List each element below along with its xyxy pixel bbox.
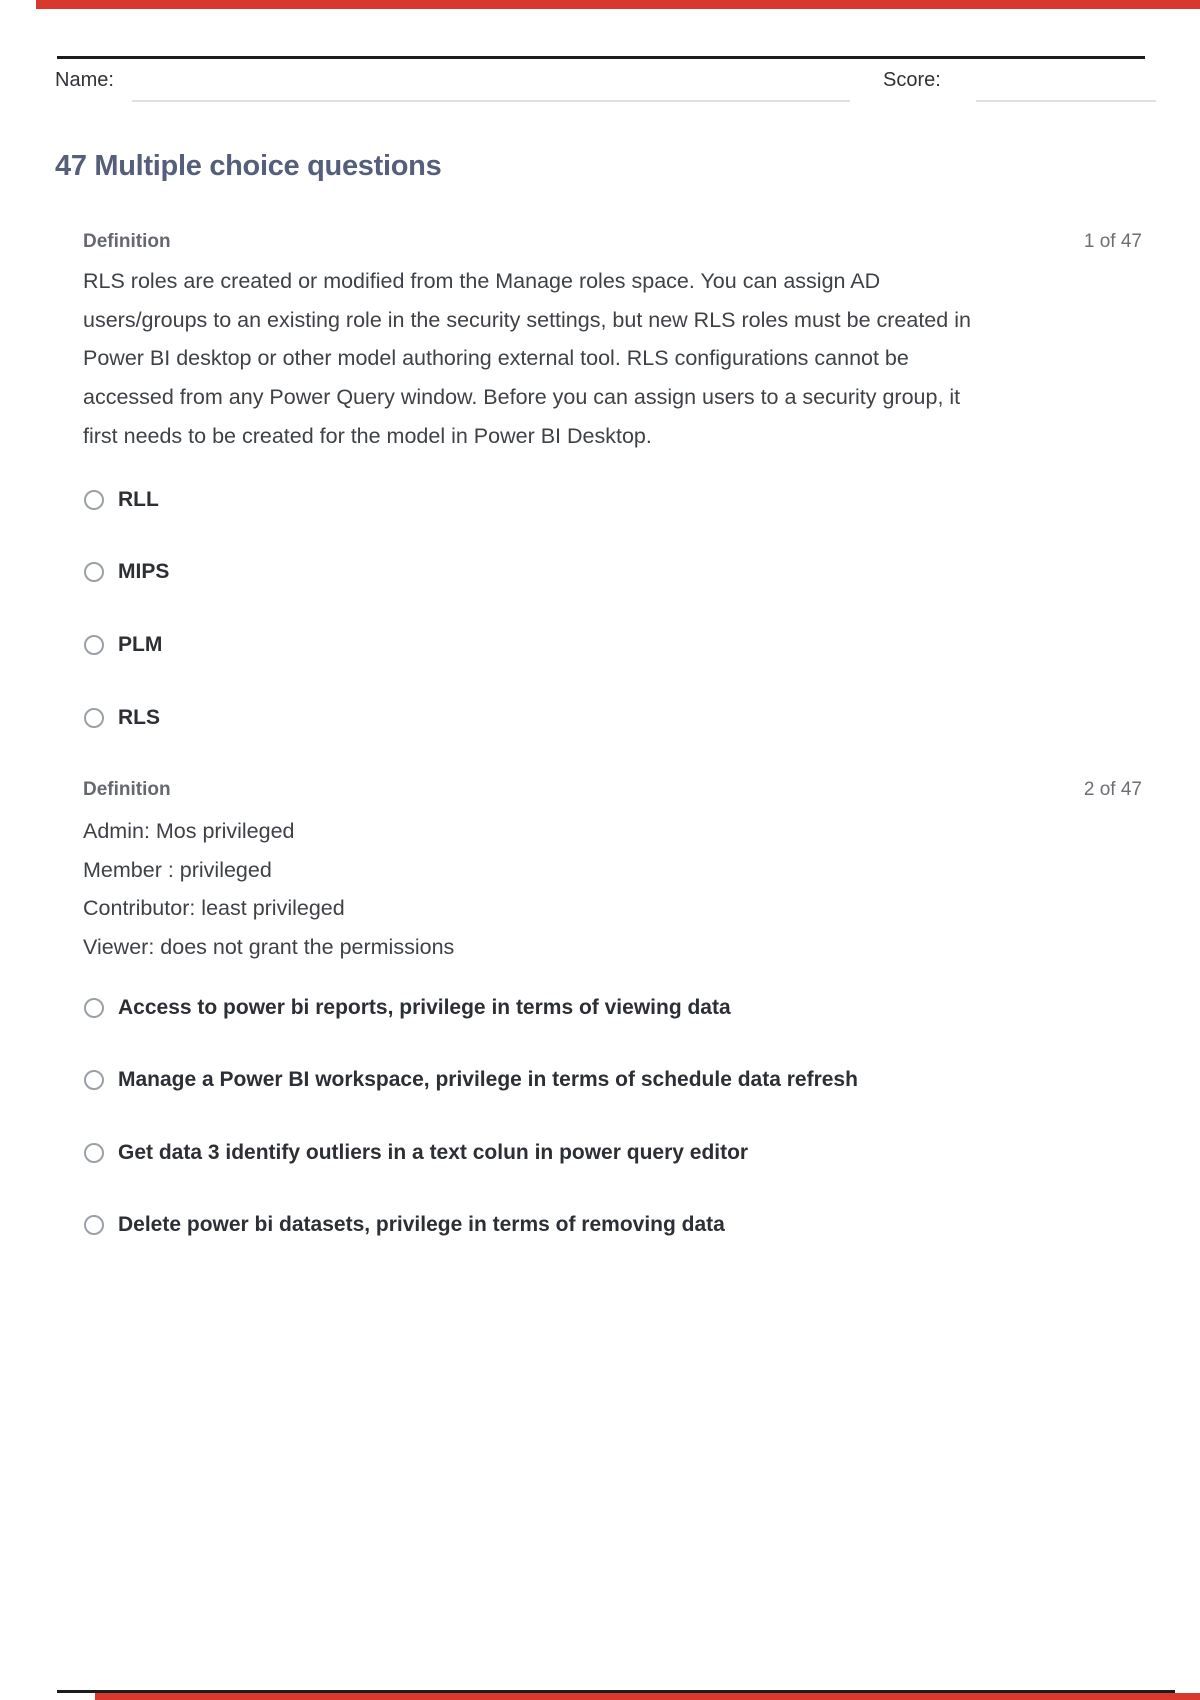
name-input-line[interactable]	[132, 100, 850, 102]
question-type-label: Definition	[83, 779, 171, 800]
radio-button-icon[interactable]	[84, 1070, 104, 1090]
option-label: PLM	[118, 633, 163, 656]
question-type-label: Definition	[83, 231, 171, 252]
question-counter: 2 of 47	[1083, 779, 1142, 800]
answer-option[interactable]	[84, 1066, 858, 1094]
score-input-line[interactable]	[976, 100, 1156, 102]
radio-button-icon[interactable]	[84, 490, 104, 510]
answer-option[interactable]	[84, 704, 160, 732]
prompt-line: RLS roles are created or modified from the Manage roles space. You can assign AD	[83, 269, 881, 293]
prompt-line: first needs to be created for the model in Power BI Desktop.	[83, 423, 652, 448]
score-label: Score:	[883, 69, 941, 91]
answer-option[interactable]	[84, 486, 159, 514]
option-label: RLL	[118, 488, 159, 511]
prompt-line: Power BI desktop or other model authoring external tool. RLS configurations cannot be	[83, 346, 909, 371]
answer-option[interactable]	[84, 1139, 748, 1167]
prompt-line: Contributor: least privileged	[83, 896, 345, 921]
option-label: MIPS	[118, 560, 170, 583]
bottom-accent-bar	[95, 1693, 1200, 1700]
question-1-header	[83, 229, 1142, 255]
header-rule	[57, 56, 1145, 59]
answer-option[interactable]	[84, 1211, 725, 1239]
answer-option[interactable]	[84, 994, 731, 1022]
question-2-header	[83, 777, 1142, 803]
prompt-line: Viewer: does not grant the permissions	[83, 935, 455, 960]
top-accent-bar	[36, 0, 1200, 9]
option-label: Get data 3 identify outliers in a text colun in power query editor	[118, 1141, 749, 1164]
prompt-line: Member : privileged	[83, 857, 272, 882]
option-label: Access to power bi reports, privilege in terms of viewing data	[118, 996, 731, 1019]
option-label: RLS	[118, 706, 160, 729]
prompt-line: Admin: Mos privileged	[83, 819, 295, 843]
radio-button-icon[interactable]	[84, 1215, 104, 1235]
prompt-line: users/groups to an existing role in the security settings, but new RLS roles must be created in	[83, 307, 971, 332]
radio-button-icon[interactable]	[84, 998, 104, 1018]
radio-button-icon[interactable]	[84, 562, 104, 582]
question-2-prompt	[83, 812, 454, 967]
prompt-line: accessed from any Power Query window. Before you can assign users to a security group, it	[83, 385, 961, 410]
radio-button-icon[interactable]	[84, 635, 104, 655]
option-label: Delete power bi datasets, privilege in terms of removing data	[118, 1213, 725, 1236]
answer-option[interactable]	[84, 558, 169, 586]
question-counter: 1 of 47	[1083, 231, 1142, 252]
option-label: Manage a Power BI workspace, privilege in terms of schedule data refresh	[118, 1068, 858, 1091]
name-label: Name:	[55, 69, 114, 91]
answer-option[interactable]	[84, 631, 162, 659]
page-title: 47 Multiple choice questions	[55, 150, 442, 182]
question-1-prompt	[83, 262, 971, 455]
radio-button-icon[interactable]	[84, 708, 104, 728]
radio-button-icon[interactable]	[84, 1143, 104, 1163]
